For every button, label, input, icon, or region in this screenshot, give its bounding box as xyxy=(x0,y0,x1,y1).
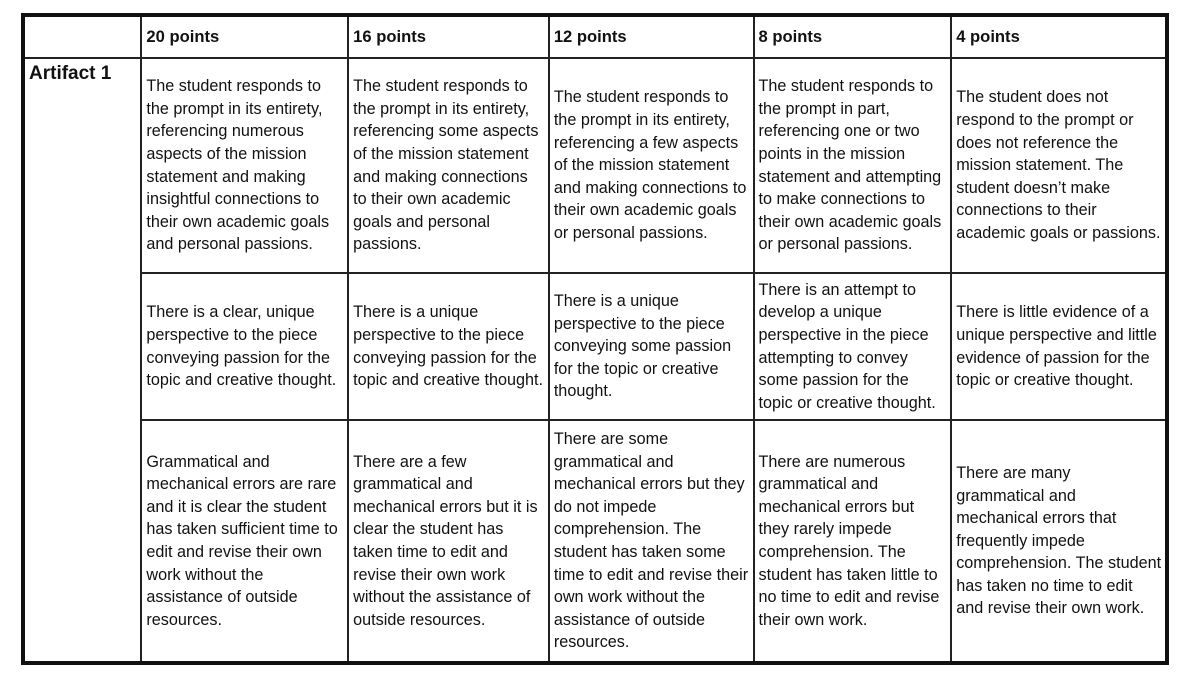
header-row xyxy=(23,15,1167,58)
artifact-label: Artifact 1 xyxy=(23,58,141,273)
rubric-table xyxy=(21,13,1169,665)
rubric-cell: The student responds to the prompt in part, referencing one or two points in the mission statement and attempting to make connections to their own academic goals or personal passions. xyxy=(754,58,952,273)
rubric-cell: There are some grammatical and mechanical errors but they do not impede comprehension. The student has taken some time to edit and revise their own work without the assistance of outside resources. xyxy=(549,420,754,663)
rubric-cell: There is a clear, unique perspective to the piece conveying passion for the topic and creative thought. xyxy=(141,273,348,420)
column-header-20-points: 20 points xyxy=(141,15,348,58)
rubric-cell: There are many grammatical and mechanical errors that frequently impede comprehension. The student has taken no time to edit and revise their own work. xyxy=(951,420,1167,663)
corner-cell xyxy=(23,15,141,58)
rubric-cell: There are a few grammatical and mechanical errors but it is clear the student has taken time to edit and revise their own work without the assistance of outside resources. xyxy=(348,420,549,663)
rubric-cell: There is little evidence of a unique perspective and little evidence of passion for the topic or creative thought. xyxy=(951,273,1167,420)
rubric-cell: Grammatical and mechanical errors are rare and it is clear the student has taken sufficient time to edit and revise their own work without the assistance of outside resources. xyxy=(141,420,348,663)
rubric-cell: The student responds to the prompt in its entirety, referencing a few aspects of the mission statement and making connections to their own academic goals or personal passions. xyxy=(549,58,754,273)
rubric-cell: The student responds to the prompt in its entirety, referencing some aspects of the mission statement and making connections to their own academic goals and personal passions. xyxy=(348,58,549,273)
table-row xyxy=(23,58,1167,273)
table-row xyxy=(23,273,1167,420)
rubric-cell: There are numerous grammatical and mechanical errors but they rarely impede comprehension. The student has taken little to no time to edit and revise their own work. xyxy=(754,420,952,663)
column-header-8-points: 8 points xyxy=(754,15,952,58)
rubric-cell: The student does not respond to the prompt or does not reference the mission statement. The student doesn’t make connections to their academic goals or passions. xyxy=(951,58,1167,273)
column-header-12-points: 12 points xyxy=(549,15,754,58)
column-header-4-points: 4 points xyxy=(951,15,1167,58)
artifact-label-continuation xyxy=(23,273,141,420)
rubric-cell: There is a unique perspective to the piece conveying some passion for the topic or creative thought. xyxy=(549,273,754,420)
column-header-16-points: 16 points xyxy=(348,15,549,58)
table-row xyxy=(23,420,1167,663)
rubric-cell: The student responds to the prompt in its entirety, referencing numerous aspects of the mission statement and making insightful connections to their own academic goals and personal passions. xyxy=(141,58,348,273)
rubric-cell: There is an attempt to develop a unique perspective in the piece attempting to convey some passion for the topic or creative thought. xyxy=(754,273,952,420)
artifact-label-continuation xyxy=(23,420,141,663)
rubric-cell: There is a unique perspective to the piece conveying passion for the topic and creative thought. xyxy=(348,273,549,420)
